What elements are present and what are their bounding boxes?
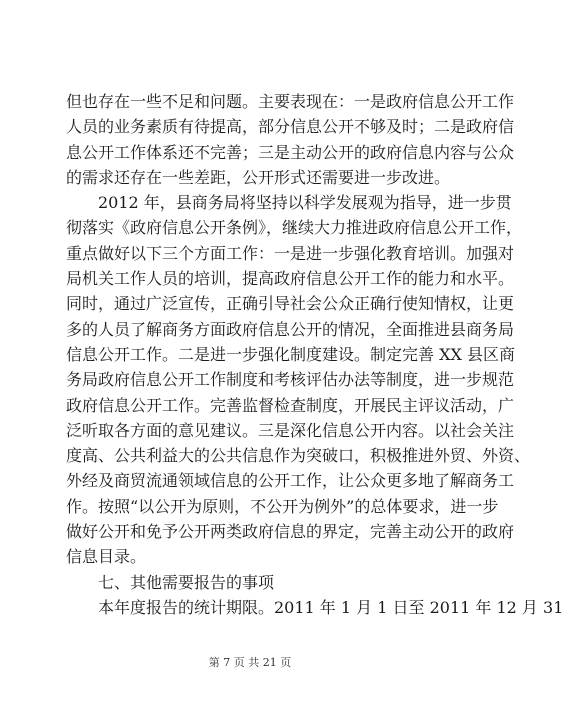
body-line: 但也存在一些不足和问题。主要表现在：一是政府信息公开工作 [66, 92, 515, 111]
body-line: 人员的业务素质有待提高，部分信息公开不够及时；二是政府信 [66, 117, 515, 137]
body-line: 的需求还存在一些差距，公开形式还需要进一步改进。 [66, 167, 451, 187]
body-line: 做好公开和免予公开两类政府信息的界定，完善主动公开的政府 [66, 522, 515, 542]
body-line: 信息目录。 [66, 547, 147, 567]
section-heading: 七、其他需要报告的事项 [66, 572, 275, 592]
body-line: 息公开工作体系还不完善；三是主动公开的政府信息内容与公众 [66, 142, 515, 162]
body-line: 度高、公共利益大的公共信息作为突破口，积极推进外贸、外资、 [66, 446, 531, 466]
body-line: 外经及商贸流通领域信息的公开工作，让公众更多地了解商务工 [66, 471, 515, 491]
body-line: 政府信息公开工作。完善监督检查制度，开展民主评议活动，广 [66, 395, 515, 415]
body-line: 重点做好以下三个方面工作：一是进一步强化教育培训。加强对 [66, 243, 515, 263]
body-line: 2012 年，县商务局将坚持以科学发展观为指导，进一步贯 [66, 193, 512, 213]
body-line: 彻落实《政府信息公开条例》，继续大力推进政府信息公开工作， [66, 218, 523, 238]
body-line: 信息公开工作。二是进一步强化制度建设。制定完善 XX 县区商 [66, 344, 515, 364]
body-line: 本年度报告的统计期限。2011 年 1 月 1 日至 2011 年 12 月 31 [66, 597, 563, 617]
body-line: 多的人员了解商务方面政府信息公开的情况，全面推进县商务局 [66, 319, 515, 339]
body-line: 局机关工作人员的培训，提高政府信息公开工作的能力和水平。 [66, 269, 515, 289]
body-line: 务局政府信息公开工作制度和考核评估办法等制度，进一步规范 [66, 370, 515, 390]
document-body [66, 89, 563, 620]
body-line: 作。按照“以公开为原则，不公开为例外”的总体要求，进一步 [66, 496, 499, 516]
page-footer: 第 7 页 共 21 页 [208, 656, 292, 669]
body-line: 泛听取各方面的意见建议。三是深化信息公开内容。以社会关注 [66, 420, 515, 440]
body-line: 同时，通过广泛宣传，正确引导社会公众正确行使知情权，让更 [66, 294, 515, 314]
